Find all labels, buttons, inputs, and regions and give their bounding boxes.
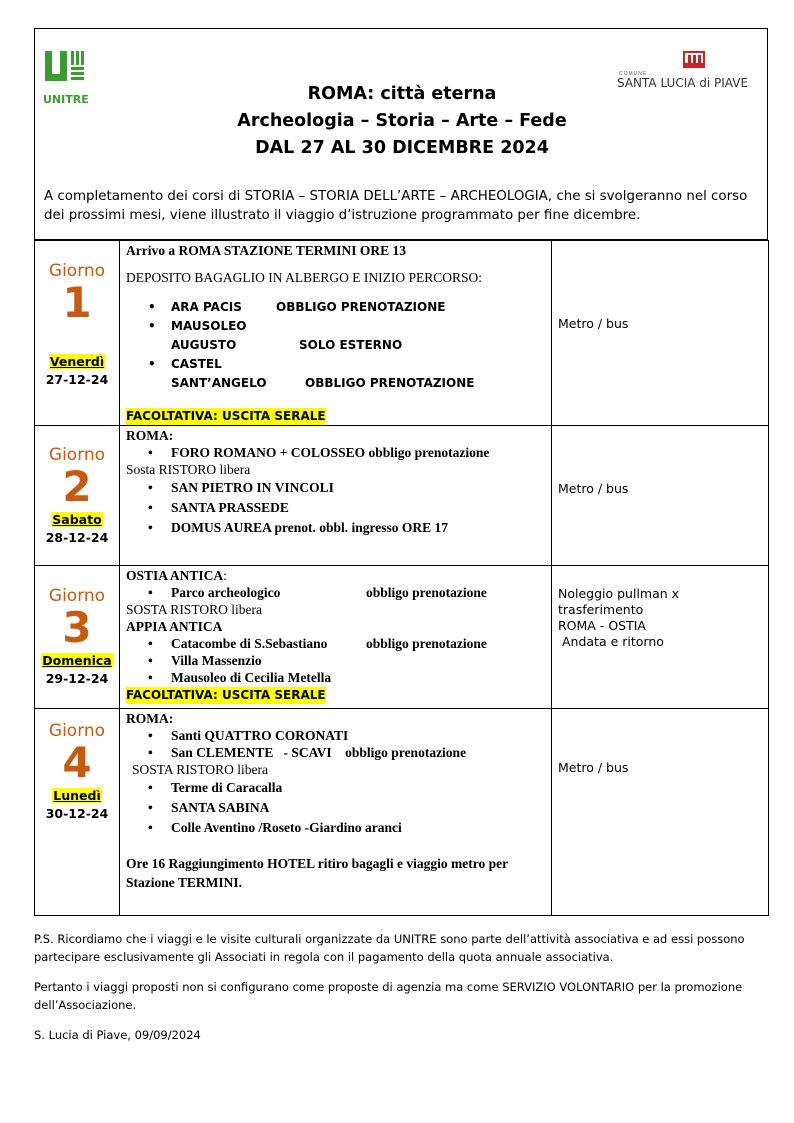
title-line-1: ROMA: città eterna (307, 84, 497, 104)
list-item: • MAUSOLEO AUGUSTO SOLO ESTERNO (126, 317, 545, 355)
day-number: 2 (62, 462, 92, 511)
list-item: • CASTEL SANT’ANGELO OBBLIGO PRENOTAZIONE (126, 355, 545, 393)
day-weekday: Domenica (42, 653, 112, 668)
day-cell (35, 426, 120, 566)
transport-text: Metro / bus (558, 760, 629, 775)
deposit-text: DEPOSITO BAGAGLIO IN ALBERGO E INIZIO PERCORSO: (126, 270, 483, 285)
transport-cell (552, 241, 769, 426)
list-item: • San CLEMENTE - SCAVI obbligo prenotazione (126, 744, 545, 761)
day-date: 28-12-24 (45, 530, 109, 545)
day-cell (35, 566, 120, 709)
list-item: • FORO ROMANO + COLOSSEO obbligo prenotazione (126, 444, 545, 461)
rest-text: SOSTA RISTORO libera (126, 602, 262, 617)
day-word: Giorno (48, 586, 106, 606)
intro-text: A completamento dei corsi di STORIA – STORIA DELL’ARTE – ARCHEOLOGIA, che si svolgeranno nel corso dei prossimi mesi, viene illustrato il viaggio d’istruzione programmato per fine dicembre. (44, 189, 748, 223)
program-cell (120, 241, 552, 426)
day-number: 1 (62, 278, 92, 327)
volunteer-note: Pertanto i viaggi proposti non si configurano come proposte di agenzia ma come SERVIZIO VOLONTARIO per la promozione dell’Associazione. (34, 980, 743, 1012)
transport-line: ROMA - OSTIA (558, 618, 646, 633)
list-item: • Parco archeologico obbligo prenotazione (126, 584, 545, 601)
transport-cell (552, 709, 769, 916)
transport-line: Andata e ritorno (558, 634, 664, 649)
optional-badge: FACOLTATIVA: USCITA SERALE (126, 688, 326, 702)
list-item: • SANTA SABINA (126, 798, 545, 818)
day-weekday: Sabato (52, 512, 102, 527)
list-item: • Catacombe di S.Sebastiano obbligo prenotazione (126, 635, 545, 652)
visit-list (126, 444, 545, 461)
list-item: • SAN PIETRO IN VINCOLI (126, 478, 545, 498)
arrival-text: Arrivo a ROMA STAZIONE TERMINI ORE 13 (126, 243, 407, 258)
list-item: • SANTA PRASSEDE (126, 498, 545, 518)
section-heading: APPIA ANTICA (126, 619, 223, 634)
visit-list (126, 727, 545, 761)
visit-list (126, 635, 545, 686)
comune-emblem-icon (683, 51, 705, 69)
day-word: Giorno (48, 445, 106, 465)
page-title (35, 81, 769, 162)
table-row (35, 709, 769, 916)
day-number: 3 (62, 603, 92, 652)
header-box (34, 28, 768, 240)
transport-line: Noleggio pullman x trasferimento (558, 586, 680, 617)
transport-text: Metro / bus (558, 481, 629, 496)
day-date: 30-12-24 (45, 806, 109, 821)
transport-cell (552, 566, 769, 709)
day-cell (35, 709, 120, 916)
list-item: • Mausoleo di Cecilia Metella (126, 669, 545, 686)
program-cell (120, 709, 552, 916)
visit-list (126, 584, 545, 601)
place-date: S. Lucia di Piave, 09/09/2024 (34, 1028, 201, 1042)
closing-text: Ore 16 Raggiungimento HOTEL ritiro bagagli e viaggio metro per Stazione TERMINI. (126, 856, 508, 890)
day-number: 4 (62, 738, 92, 787)
list-item: • Terme di Caracalla (126, 778, 545, 798)
table-row (35, 426, 769, 566)
comune-small-label: COMUNE (619, 71, 648, 77)
visit-list (126, 298, 545, 393)
day-word: Giorno (48, 261, 106, 281)
transport-text: Metro / bus (558, 316, 629, 331)
day-date: 27-12-24 (45, 372, 109, 387)
table-row (35, 566, 769, 709)
title-line-2: Archeologia – Storia – Arte – Fede (237, 111, 567, 131)
visit-list (126, 778, 545, 838)
comune-name: SANTA LUCIA di PIAVE (617, 76, 749, 90)
section-heading: ROMA: (126, 428, 174, 443)
rest-text: Sosta RISTORO libera (126, 462, 251, 477)
section-heading: OSTIA ANTICA (126, 568, 224, 583)
program-cell (120, 426, 552, 566)
optional-badge: FACOLTATIVA: USCITA SERALE (126, 409, 326, 423)
day-word: Giorno (48, 721, 106, 741)
list-item: • Colle Aventino /Roseto -Giardino aranci (126, 818, 545, 838)
day-cell (35, 241, 120, 426)
list-item: • ARA PACIS OBBLIGO PRENOTAZIONE (126, 298, 545, 317)
transport-cell (552, 426, 769, 566)
section-heading: ROMA: (126, 711, 174, 726)
title-line-3: DAL 27 AL 30 DICEMBRE 2024 (255, 138, 549, 158)
list-item: • Villa Massenzio (126, 652, 545, 669)
day-weekday: Venerdì (49, 354, 105, 369)
table-row (35, 241, 769, 426)
rest-text: SOSTA RISTORO libera (132, 762, 268, 777)
itinerary-table (34, 240, 769, 916)
list-item: • DOMUS AUREA prenot. obbl. ingresso ORE 17 (126, 518, 545, 538)
unitre-label: UNITRE (43, 93, 89, 106)
day-weekday: Lunedì (53, 788, 101, 803)
program-cell: OSTIA ANTICA: • Parco archeologico obbligo prenotazione SOSTA RISTORO libera APPIA ANTICA • Catacombe di S.Sebastiano obbligo prenotazione • Villa Massenzio • Mausoleo di Cecilia Metella FACOLTATIVA: USCITA SERALE (120, 566, 552, 709)
day-date: 29-12-24 (45, 671, 109, 686)
ps-note: P.S. Ricordiamo che i viaggi e le visite culturali organizzate da UNITRE sono parte dell’attività associativa e ad essi possono partecipare esclusivamente gli Associati in regola con il pagamento della quota annuale associativa. (34, 932, 745, 964)
list-item: • Santi QUATTRO CORONATI (126, 727, 545, 744)
visit-list (126, 478, 545, 538)
footer (34, 930, 764, 1056)
